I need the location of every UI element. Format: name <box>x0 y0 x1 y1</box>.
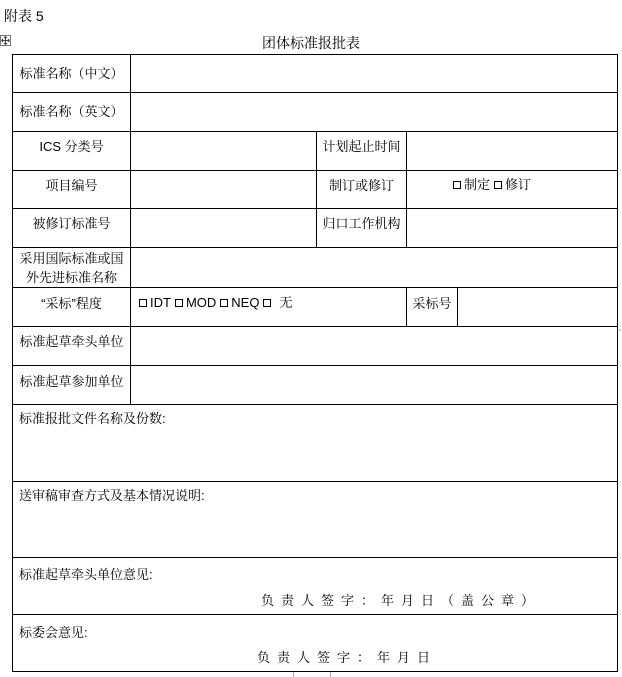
ics-label: ICS 分类号 <box>39 139 104 154</box>
lead-signature-line: 负责人签字：年月日（盖公章） <box>261 593 542 608</box>
files-section[interactable] <box>13 405 617 481</box>
ics-field[interactable] <box>131 132 316 170</box>
checkbox-icon <box>220 299 228 307</box>
join-unit-field[interactable] <box>131 366 617 404</box>
adopt-degree-label: “采标”程度 <box>41 296 102 311</box>
intl-std-field[interactable] <box>131 248 617 287</box>
plan-time-field[interactable] <box>407 132 617 170</box>
adopt-degree-options <box>131 288 406 318</box>
degree-option-mod[interactable]: MOD <box>175 293 216 313</box>
name-en-field[interactable] <box>131 93 617 131</box>
lead-opinion-section[interactable] <box>13 565 617 587</box>
revised-std-label: 被修订标准号 <box>32 216 111 231</box>
checkbox-icon <box>453 181 461 189</box>
org-field[interactable] <box>407 209 617 247</box>
revise-option-establish[interactable]: 制定 <box>453 175 490 195</box>
adopt-no-label: 采标号 <box>412 296 452 311</box>
intl-std-label-line1: 采用国际标准或国 <box>19 251 124 266</box>
checkbox-icon <box>175 299 183 307</box>
org-label: 归口工作机构 <box>322 216 401 231</box>
intl-std-label-line2: 外先进标准名称 <box>25 270 117 285</box>
checkbox-icon <box>494 181 502 189</box>
review-section[interactable] <box>13 482 617 557</box>
files-label: 标准报批文件名称及份数: <box>19 411 166 426</box>
review-label: 送审稿审查方式及基本情况说明: <box>19 488 205 503</box>
project-no-field[interactable] <box>131 171 316 208</box>
adopt-no-field[interactable] <box>458 288 617 326</box>
lead-unit-label: 标准起草牵头单位 <box>19 334 124 349</box>
checkbox-icon <box>263 299 271 307</box>
committee-opinion-label: 标委会意见: <box>19 625 88 640</box>
revise-label: 制订或修订 <box>328 178 394 193</box>
degree-option-neq[interactable]: NEQ <box>220 293 259 313</box>
revise-option-revise[interactable]: 修订 <box>494 175 531 195</box>
name-en-label: 标准名称（英文） <box>19 104 124 119</box>
checkbox-icon <box>139 299 147 307</box>
appendix-label: 附表 5 <box>4 8 44 24</box>
name-cn-label: 标准名称（中文） <box>19 65 124 81</box>
committee-opinion-section[interactable] <box>13 623 617 645</box>
project-no-label: 项目编号 <box>45 178 98 193</box>
plan-time-label: 计划起止时间 <box>322 139 401 154</box>
name-cn-field[interactable] <box>131 55 617 92</box>
revised-std-field[interactable] <box>131 209 316 247</box>
lead-unit-field[interactable] <box>131 327 617 365</box>
degree-option-none[interactable]: 无 <box>263 293 292 313</box>
committee-signature-line: 负责人签字：年月日 <box>257 650 438 665</box>
degree-option-idt[interactable]: IDT <box>139 293 171 313</box>
intl-std-label <box>13 248 130 288</box>
lead-opinion-label: 标准起草牵头单位意见: <box>19 567 153 582</box>
revise-options <box>407 171 535 199</box>
form-title: 团体标准报批表 <box>262 35 360 51</box>
join-unit-label: 标准起草参加单位 <box>19 374 124 389</box>
